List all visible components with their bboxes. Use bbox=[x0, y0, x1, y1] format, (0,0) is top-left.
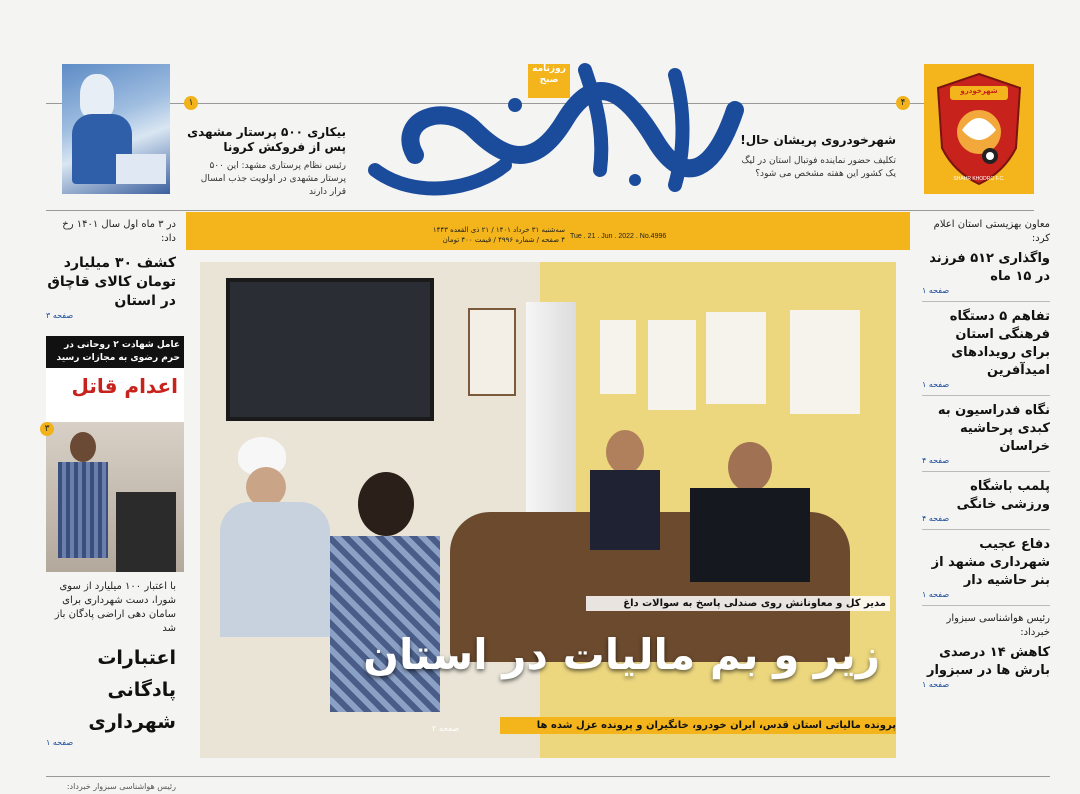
right-column bbox=[922, 218, 1050, 689]
left-item2-kicker: عامل شهادت ۲ روحانی در حرم رضوی به مجازات رسید bbox=[46, 336, 184, 368]
man-suit-2 bbox=[690, 442, 810, 582]
right-sep-4 bbox=[922, 529, 1050, 530]
right-item4-headline[interactable]: پلمب باشگاه ورزشی خانگی bbox=[956, 479, 1050, 512]
nurse-photo bbox=[62, 64, 170, 194]
left-item3-ref[interactable]: صفحه ۱ bbox=[46, 738, 74, 747]
right-item6-kicker: رئیس هواشناسی سبزوار خبرداد: bbox=[946, 613, 1050, 638]
execution-box bbox=[46, 336, 184, 572]
right-item1-kicker: معاون بهزیستی استان اعلام کرد: bbox=[933, 219, 1050, 244]
left-item2-badge: ۳ bbox=[40, 422, 54, 436]
right-item6-headline[interactable]: کاهش ۱۴ درصدی بارش ها در سبزوار bbox=[926, 645, 1050, 678]
lead-kicker: مدیر کل و معاونانش روی صندلی پاسخ به سوالات داغ bbox=[586, 596, 890, 611]
dateline-persian-1: سه‌شنبه ۳۱ خرداد ۱۴۰۱ / ۲۱ ذی القعده ۱۴۴۳ bbox=[432, 226, 565, 234]
lead-headline[interactable]: زیر و بم مالیات در استان bbox=[363, 630, 880, 679]
left-column bbox=[46, 218, 176, 320]
lead-page-ref[interactable]: صفحه ۲ bbox=[432, 724, 460, 733]
tv-screen bbox=[226, 278, 434, 421]
dateline-latin: Tue . 21 . Jun . 2022 . No.4996 bbox=[570, 233, 667, 240]
framed-newspaper-3 bbox=[706, 312, 766, 404]
left-item1-kicker: در ۳ ماه اول سال ۱۴۰۱ رخ داد: bbox=[62, 219, 176, 244]
right-sep-2 bbox=[922, 395, 1050, 396]
lead-subline: پرونده مالیاتی استان قدس، ایران خودرو، خانگیران و پرونده عزل شده ها bbox=[500, 717, 896, 734]
courtroom-photo bbox=[46, 422, 184, 572]
right-item1-ref[interactable]: صفحه ۱ bbox=[922, 286, 950, 295]
lead-photo bbox=[200, 262, 896, 758]
masthead-tag: روزنامه صبح bbox=[528, 64, 570, 98]
right-sep-3 bbox=[922, 471, 1050, 472]
dateline-persian-2: ۴ صفحه / شماره ۴۹۹۶ / قیمت ۴۰۰ تومان bbox=[442, 236, 565, 244]
man-suit-1 bbox=[590, 430, 660, 550]
badge-top-left: ۱ bbox=[184, 96, 198, 110]
top-left-headline[interactable]: بیکاری ۵۰۰ پرستار مشهدی پس از فروکش کرونا bbox=[187, 125, 346, 154]
left-item1-ref[interactable]: صفحه ۳ bbox=[46, 311, 74, 320]
left-item1-headline[interactable]: کشف ۳۰ میلیارد تومان کالای قاچاق در استان bbox=[47, 255, 176, 309]
right-item5-ref[interactable]: صفحه ۱ bbox=[922, 590, 950, 599]
right-sep-5 bbox=[922, 605, 1050, 606]
framed-newspaper-4 bbox=[790, 310, 860, 414]
badge-top-right: ۴ bbox=[896, 96, 910, 110]
portrait-frame bbox=[468, 308, 516, 396]
right-item1-headline[interactable]: واگذاری ۵۱۲ فرزند در ۱۵ ماه bbox=[929, 251, 1050, 284]
left-item3-body: با اعتبار ۱۰۰ میلیارد از سوی شورا، دست شهرداری برای سامان دهی اراضی پادگان باز شد bbox=[54, 581, 176, 634]
top-left-body: رئیس نظام پرستاری مشهد: این ۵۰۰ پرستار مشهدی در اولویت جذب امسال قرار دارند bbox=[200, 161, 346, 197]
footer-rule bbox=[46, 776, 1050, 777]
top-right-headline[interactable]: شهرخودروی پریشان حال! bbox=[740, 133, 896, 147]
shahr-khodro-panel bbox=[924, 64, 1034, 194]
cleric-figure bbox=[220, 437, 340, 637]
right-item6-ref[interactable]: صفحه ۱ bbox=[922, 680, 950, 689]
right-item2-headline[interactable]: تفاهم ۵ دستگاه فرهنگی استان برای رویدادهای امیدآفرین bbox=[949, 309, 1050, 378]
right-item4-ref[interactable]: صفحه ۴ bbox=[922, 514, 950, 523]
top-right-body: تکلیف حضور نماینده فوتبال استان در لیگ یک کشور این هفته مشخص می شود؟ bbox=[741, 156, 896, 179]
logo-subtext: SHAHR KHODRO F.C. bbox=[953, 176, 1005, 182]
right-item3-ref[interactable]: صفحه ۴ bbox=[922, 456, 950, 465]
framed-newspaper-2 bbox=[648, 320, 696, 410]
logo-text: شهرخودرو bbox=[960, 87, 998, 95]
framed-newspaper-1 bbox=[600, 320, 636, 394]
right-item2-ref[interactable]: صفحه ۱ bbox=[922, 380, 950, 389]
left-item3 bbox=[46, 580, 176, 747]
right-sep-1 bbox=[922, 301, 1050, 302]
bottom-snippet: رئیس هواشناسی سبزوار خبرداد: bbox=[66, 782, 176, 791]
header-rule-bottom bbox=[46, 210, 1034, 211]
right-item3-headline[interactable]: نگاه فدراسیون به کبدی پرحاشیه خراسان bbox=[937, 403, 1050, 454]
right-item5-headline[interactable]: دفاع عجیب شهرداری مشهد از بنر حاشیه دار bbox=[931, 537, 1050, 588]
left-item2-headline[interactable]: اعدام قاتل bbox=[71, 374, 178, 398]
left-item3-headline[interactable]: اعتبارات پادگانی شهرداری bbox=[88, 647, 176, 733]
